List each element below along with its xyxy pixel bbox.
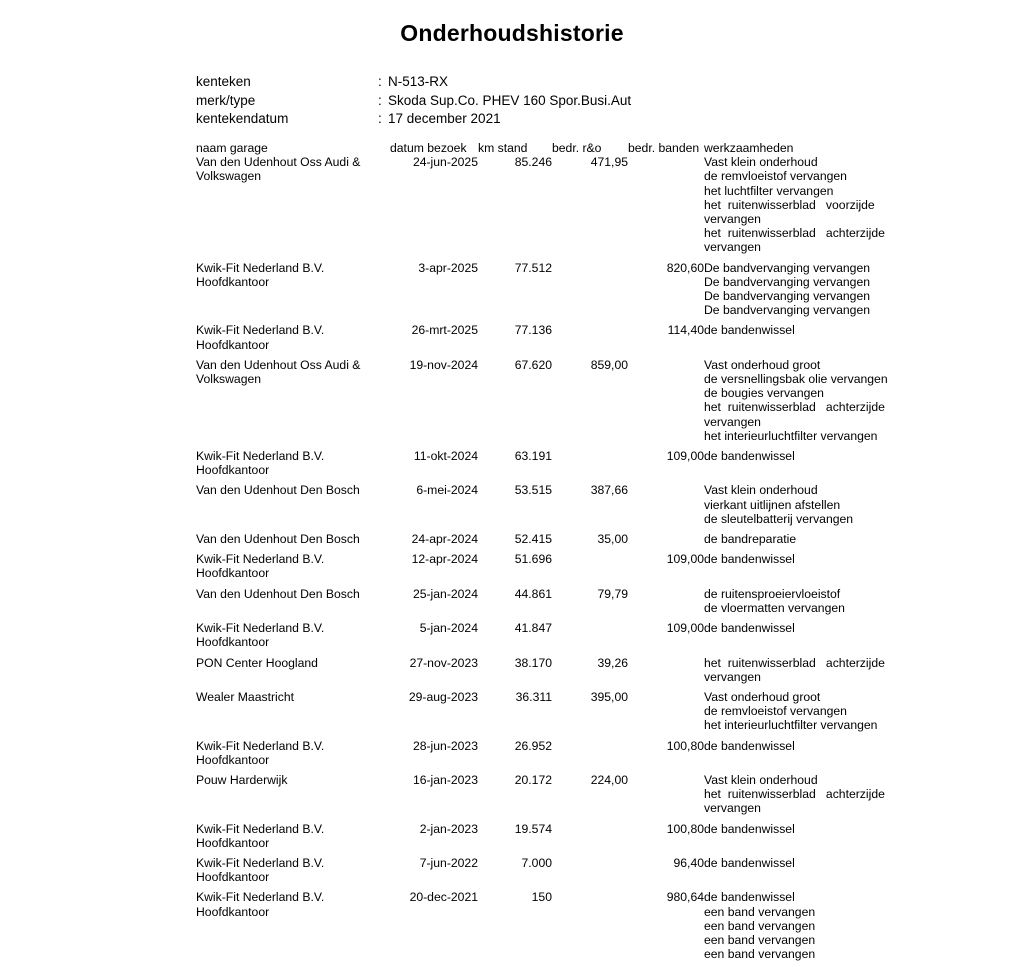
work-line: de remvloeistof vervangen bbox=[704, 704, 847, 719]
table-body bbox=[196, 155, 904, 967]
cell-ro: 35,00 bbox=[597, 532, 628, 547]
cell-date: 27-nov-2023 bbox=[409, 655, 478, 670]
cell-work bbox=[704, 773, 904, 816]
table-row bbox=[196, 155, 904, 254]
garage-line: Hoofdkantoor bbox=[196, 274, 270, 289]
work-line: De bandvervanging vervangen bbox=[704, 260, 871, 275]
cell-garage bbox=[196, 822, 390, 850]
work-line: Vast klein onderhoud bbox=[704, 483, 818, 498]
work-line: het ruitenwisserblad achterzijde bbox=[704, 400, 885, 415]
cell-banden bbox=[628, 483, 704, 526]
cell-ro: 39,26 bbox=[597, 655, 628, 670]
work-line: de bandenwissel bbox=[704, 890, 795, 905]
cell-banden: 100,80 bbox=[666, 821, 704, 836]
cell-banden bbox=[628, 358, 704, 443]
cell-ro: 79,79 bbox=[597, 586, 628, 601]
meta-row bbox=[196, 110, 836, 129]
garage-line: Pouw Harderwijk bbox=[196, 772, 288, 787]
table-row bbox=[196, 323, 904, 351]
cell-banden bbox=[628, 532, 704, 546]
cell-work bbox=[704, 261, 904, 318]
cell-banden bbox=[628, 690, 704, 733]
work-line: een band vervangen bbox=[704, 918, 816, 933]
cell-garage bbox=[196, 323, 390, 351]
table-row bbox=[196, 856, 904, 884]
work-line: de bandreparatie bbox=[704, 532, 797, 547]
meta-value-kenteken: N-513-RX bbox=[388, 74, 449, 89]
cell-km: 20.172 bbox=[514, 772, 552, 787]
cell-banden: 109,00 bbox=[666, 552, 704, 567]
work-line: De bandvervanging vervangen bbox=[704, 289, 871, 304]
garage-line: Hoofdkantoor bbox=[196, 337, 270, 352]
meta-label: kenteken bbox=[196, 74, 251, 89]
garage-line: Van den Udenhout Oss Audi & bbox=[196, 357, 361, 372]
cell-garage bbox=[196, 483, 390, 526]
cell-work bbox=[704, 822, 904, 850]
meta-label: merk/type bbox=[196, 92, 256, 108]
work-line: de bandenwissel bbox=[704, 552, 795, 567]
meta-colon: : bbox=[378, 111, 382, 126]
garage-line: Hoofdkantoor bbox=[196, 566, 270, 581]
column-header-work: werkzaamheden bbox=[704, 141, 794, 155]
garage-line: Kwik-Fit Nederland B.V. bbox=[196, 260, 325, 275]
cell-work bbox=[704, 483, 904, 526]
table-row bbox=[196, 587, 904, 615]
work-line: een band vervangen bbox=[704, 932, 816, 947]
vehicle-meta bbox=[196, 73, 836, 129]
cell-banden: 820,60 bbox=[666, 260, 704, 275]
work-line: het luchtfilter vervangen bbox=[704, 183, 834, 198]
table-row bbox=[196, 690, 904, 733]
cell-ro bbox=[552, 323, 628, 351]
table-row bbox=[196, 621, 904, 649]
garage-line: Kwik-Fit Nederland B.V. bbox=[196, 621, 325, 636]
work-line: de sleutelbatterij vervangen bbox=[704, 511, 854, 526]
work-line: vervangen bbox=[704, 669, 761, 684]
cell-date: 28-jun-2023 bbox=[412, 738, 478, 753]
work-line: vierkant uitlijnen afstellen bbox=[704, 497, 841, 512]
cell-banden bbox=[628, 773, 704, 816]
cell-date: 5-jan-2024 bbox=[419, 621, 478, 636]
cell-date: 20-dec-2021 bbox=[409, 890, 478, 905]
row-spacer-cell bbox=[196, 961, 904, 967]
work-line: de bandenwissel bbox=[704, 821, 795, 836]
cell-garage bbox=[196, 621, 390, 649]
garage-line: Hoofdkantoor bbox=[196, 635, 270, 650]
garage-line: Wealer Maastricht bbox=[196, 689, 294, 704]
cell-date: 26-mrt-2025 bbox=[411, 323, 478, 338]
work-line: de bougies vervangen bbox=[704, 386, 824, 401]
work-line: de vloermatten vervangen bbox=[704, 600, 845, 615]
meta-colon: : bbox=[378, 74, 382, 89]
cell-garage bbox=[196, 552, 390, 580]
meta-value-merktype: Skoda Sup.Co. PHEV 160 Spor.Busi.Aut bbox=[388, 92, 632, 108]
cell-garage bbox=[196, 261, 390, 318]
work-line: vervangen bbox=[704, 414, 761, 429]
cell-work bbox=[704, 621, 904, 649]
cell-ro bbox=[552, 739, 628, 767]
cell-work bbox=[704, 552, 904, 580]
cell-km: 44.861 bbox=[514, 586, 552, 601]
cell-date: 11-okt-2024 bbox=[413, 449, 478, 464]
table-header-row bbox=[196, 141, 904, 155]
table-row bbox=[196, 822, 904, 850]
table-row bbox=[196, 483, 904, 526]
table-row bbox=[196, 656, 904, 684]
work-line: het ruitenwisserblad achterzijde bbox=[704, 226, 885, 241]
garage-line: Kwik-Fit Nederland B.V. bbox=[196, 449, 325, 464]
garage-line: Hoofdkantoor bbox=[196, 835, 270, 850]
table-row bbox=[196, 532, 904, 546]
meta-value-kentekendatum: 17 december 2021 bbox=[388, 111, 501, 126]
table-header bbox=[196, 141, 904, 155]
work-line: Vast onderhoud groot bbox=[704, 357, 821, 372]
cell-date: 7-jun-2022 bbox=[419, 855, 478, 870]
cell-km: 26.952 bbox=[514, 738, 552, 753]
cell-ro: 224,00 bbox=[590, 772, 628, 787]
cell-date: 16-jan-2023 bbox=[412, 772, 478, 787]
work-line: de bandenwissel bbox=[704, 738, 795, 753]
cell-ro bbox=[552, 822, 628, 850]
work-line: het ruitenwisserblad achterzijde bbox=[704, 787, 885, 802]
cell-ro: 395,00 bbox=[590, 689, 628, 704]
work-line: de ruitensproeiervloeistof bbox=[704, 586, 841, 601]
work-line: de bandenwissel bbox=[704, 855, 795, 870]
work-line: de bandenwissel bbox=[704, 323, 795, 338]
cell-ro: 471,95 bbox=[590, 155, 628, 170]
work-line: het ruitenwisserblad voorzijde bbox=[704, 197, 875, 212]
column-header-banden: bedr. banden bbox=[628, 141, 700, 155]
cell-work bbox=[704, 890, 904, 961]
cell-banden bbox=[628, 656, 704, 684]
cell-banden: 980,64 bbox=[666, 890, 704, 905]
cell-garage bbox=[196, 773, 390, 816]
cell-ro bbox=[552, 261, 628, 318]
cell-km: 19.574 bbox=[514, 821, 552, 836]
cell-banden: 109,00 bbox=[666, 449, 704, 464]
cell-km: 41.847 bbox=[514, 621, 552, 636]
work-line: De bandvervanging vervangen bbox=[704, 303, 871, 318]
cell-date: 6-mei-2024 bbox=[416, 483, 478, 498]
cell-date: 24-apr-2024 bbox=[411, 532, 478, 547]
cell-work bbox=[704, 690, 904, 733]
cell-work bbox=[704, 358, 904, 443]
cell-work bbox=[704, 587, 904, 615]
column-header-ro: bedr. r&o bbox=[552, 141, 602, 155]
cell-ro bbox=[552, 856, 628, 884]
work-line: de remvloeistof vervangen bbox=[704, 169, 847, 184]
cell-work bbox=[704, 449, 904, 477]
table-row bbox=[196, 773, 904, 816]
work-line: de bandenwissel bbox=[704, 449, 795, 464]
cell-date: 19-nov-2024 bbox=[409, 357, 478, 372]
cell-ro bbox=[552, 890, 628, 961]
cell-ro bbox=[552, 621, 628, 649]
garage-line: Kwik-Fit Nederland B.V. bbox=[196, 323, 325, 338]
cell-date: 25-jan-2024 bbox=[412, 586, 478, 601]
cell-km: 52.415 bbox=[514, 532, 552, 547]
column-header-garage: naam garage bbox=[196, 141, 268, 155]
cell-date: 24-jun-2025 bbox=[412, 155, 478, 170]
work-line: Vast klein onderhoud bbox=[704, 155, 818, 170]
row-spacer bbox=[196, 961, 904, 967]
garage-line: Hoofdkantoor bbox=[196, 752, 270, 767]
garage-line: Van den Udenhout Den Bosch bbox=[196, 586, 360, 601]
cell-work bbox=[704, 656, 904, 684]
cell-date: 29-aug-2023 bbox=[408, 689, 478, 704]
garage-line: Hoofdkantoor bbox=[196, 870, 270, 885]
cell-ro: 387,66 bbox=[590, 483, 628, 498]
cell-ro: 859,00 bbox=[590, 357, 628, 372]
garage-line: Kwik-Fit Nederland B.V. bbox=[196, 855, 325, 870]
cell-garage bbox=[196, 155, 390, 254]
table-row bbox=[196, 261, 904, 318]
garage-line: Kwik-Fit Nederland B.V. bbox=[196, 890, 325, 905]
meta-row bbox=[196, 92, 836, 111]
work-line: De bandvervanging vervangen bbox=[704, 274, 871, 289]
maintenance-history-table bbox=[196, 141, 904, 967]
work-line: een band vervangen bbox=[704, 947, 816, 962]
work-line: het ruitenwisserblad achterzijde bbox=[704, 655, 885, 670]
cell-banden bbox=[628, 155, 704, 254]
page-title: Onderhoudshistorie bbox=[400, 20, 624, 46]
column-header-date: datum bezoek bbox=[390, 141, 467, 155]
table-row bbox=[196, 552, 904, 580]
cell-date: 12-apr-2024 bbox=[411, 552, 478, 567]
cell-work bbox=[704, 323, 904, 351]
garage-line: Volkswagen bbox=[196, 169, 262, 184]
table-row bbox=[196, 890, 904, 961]
cell-garage bbox=[196, 358, 390, 443]
cell-ro bbox=[552, 552, 628, 580]
cell-garage bbox=[196, 587, 390, 615]
cell-garage bbox=[196, 739, 390, 767]
cell-banden: 100,80 bbox=[666, 738, 704, 753]
work-line: vervangen bbox=[704, 212, 761, 227]
work-line: vervangen bbox=[704, 240, 761, 255]
cell-km: 63.191 bbox=[514, 449, 552, 464]
cell-km: 85.246 bbox=[514, 155, 552, 170]
table-row bbox=[196, 358, 904, 443]
meta-colon: : bbox=[378, 92, 382, 108]
garage-line: Van den Udenhout Den Bosch bbox=[196, 532, 360, 547]
cell-work bbox=[704, 856, 904, 884]
cell-km: 150 bbox=[531, 890, 552, 905]
garage-line: Hoofdkantoor bbox=[196, 463, 270, 478]
meta-label: kentekendatum bbox=[196, 111, 289, 126]
garage-line: Kwik-Fit Nederland B.V. bbox=[196, 821, 325, 836]
cell-garage bbox=[196, 690, 390, 733]
garage-line: Van den Udenhout Den Bosch bbox=[196, 483, 360, 498]
cell-km: 38.170 bbox=[514, 655, 552, 670]
cell-ro bbox=[552, 449, 628, 477]
cell-garage bbox=[196, 449, 390, 477]
cell-work bbox=[704, 739, 904, 767]
cell-km: 51.696 bbox=[514, 552, 552, 567]
work-line: Vast onderhoud groot bbox=[704, 689, 821, 704]
cell-garage bbox=[196, 532, 390, 546]
cell-km: 77.512 bbox=[514, 260, 552, 275]
cell-km: 7.000 bbox=[521, 855, 552, 870]
garage-line: Kwik-Fit Nederland B.V. bbox=[196, 738, 325, 753]
cell-date: 3-apr-2025 bbox=[418, 260, 478, 275]
cell-km: 67.620 bbox=[514, 357, 552, 372]
work-line: vervangen bbox=[704, 801, 761, 816]
cell-banden: 109,00 bbox=[666, 621, 704, 636]
garage-line: Kwik-Fit Nederland B.V. bbox=[196, 552, 325, 567]
garage-line: Van den Udenhout Oss Audi & bbox=[196, 155, 361, 170]
meta-row bbox=[196, 73, 836, 92]
work-line: de versnellingsbak olie vervangen bbox=[704, 372, 888, 387]
table-row bbox=[196, 739, 904, 767]
work-line: het interieurluchtfilter vervangen bbox=[704, 718, 878, 733]
garage-line: Volkswagen bbox=[196, 372, 262, 387]
cell-garage bbox=[196, 890, 390, 961]
work-line: de bandenwissel bbox=[704, 621, 795, 636]
cell-work bbox=[704, 155, 904, 254]
cell-km: 77.136 bbox=[514, 323, 552, 338]
cell-garage bbox=[196, 856, 390, 884]
cell-banden: 96,40 bbox=[673, 855, 704, 870]
cell-garage bbox=[196, 656, 390, 684]
cell-date: 2-jan-2023 bbox=[419, 821, 478, 836]
cell-km: 36.311 bbox=[515, 689, 552, 704]
column-header-km: km stand bbox=[478, 141, 528, 155]
cell-work bbox=[704, 532, 904, 546]
work-line: een band vervangen bbox=[704, 904, 816, 919]
work-line: Vast klein onderhoud bbox=[704, 772, 818, 787]
garage-line: Hoofdkantoor bbox=[196, 904, 270, 919]
garage-line: PON Center Hoogland bbox=[196, 655, 318, 670]
cell-banden bbox=[628, 587, 704, 615]
cell-km: 53.515 bbox=[514, 483, 552, 498]
cell-banden: 114,40 bbox=[667, 323, 704, 338]
table-row bbox=[196, 449, 904, 477]
work-line: het interieurluchtfilter vervangen bbox=[704, 428, 878, 443]
